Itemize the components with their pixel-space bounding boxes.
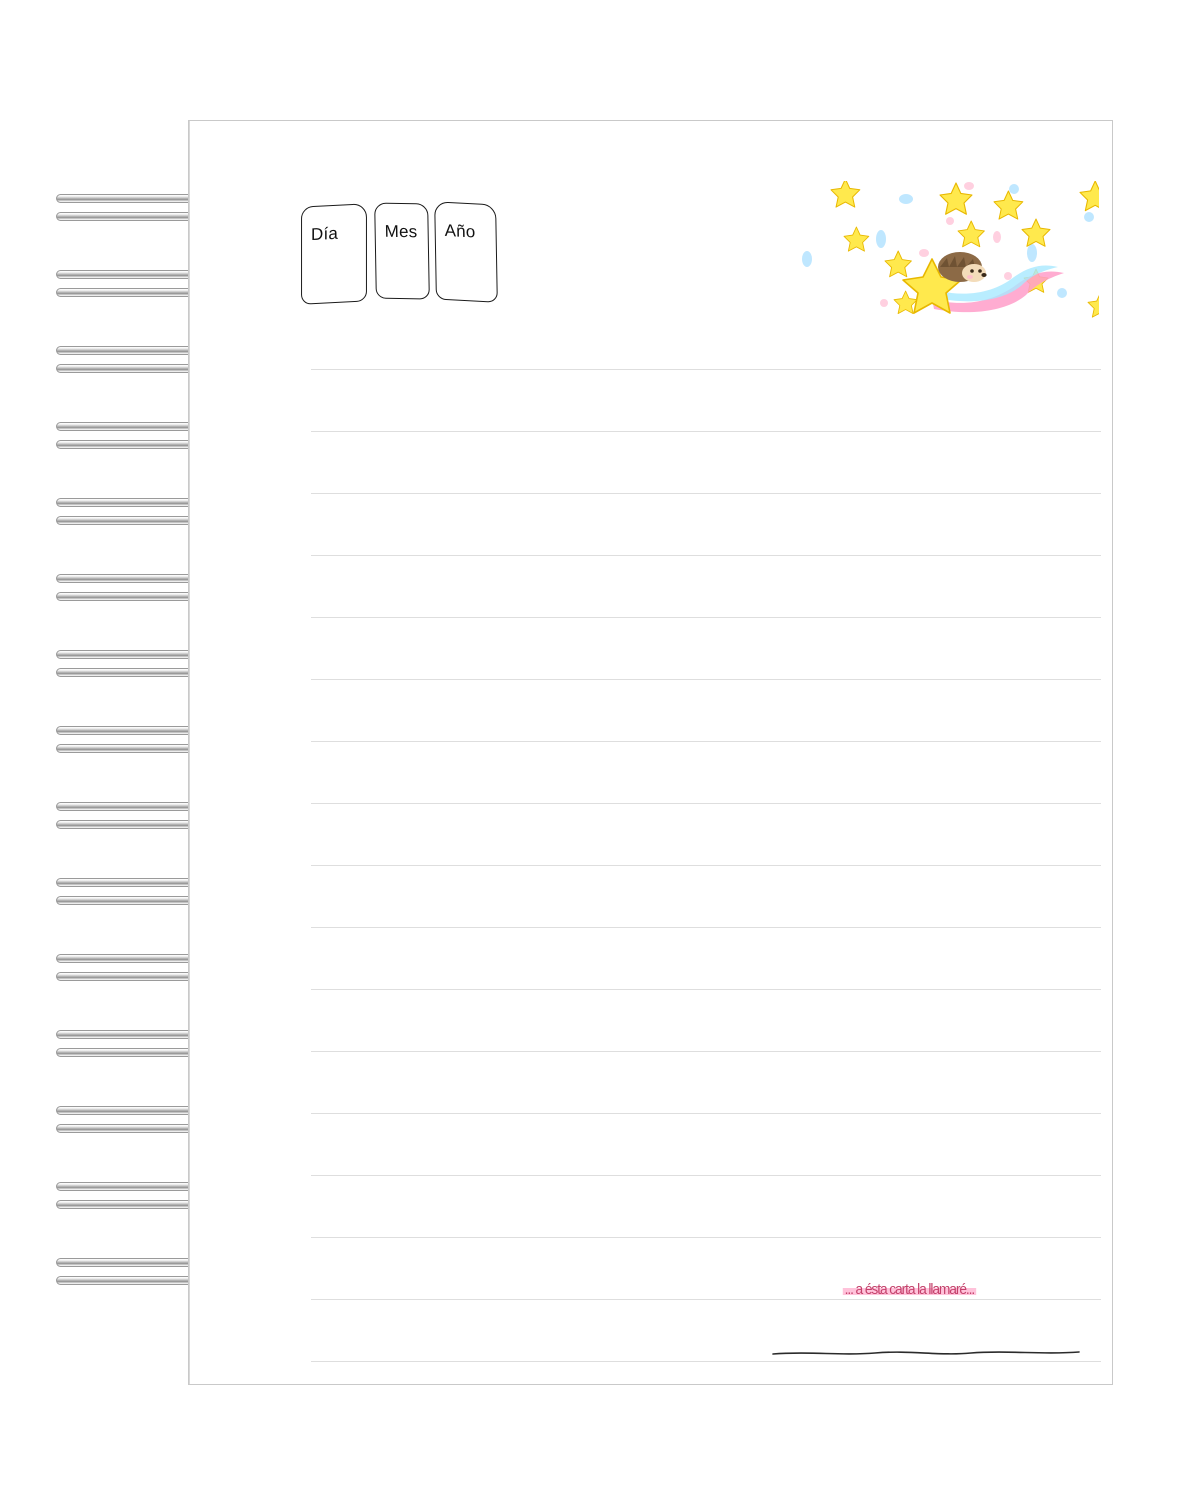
date-field-dia[interactable] bbox=[301, 203, 367, 305]
rule-line bbox=[311, 617, 1101, 618]
rule-line bbox=[311, 1299, 1101, 1300]
hedgehog-star-decoration-icon bbox=[764, 181, 1099, 326]
date-field-group bbox=[301, 201, 521, 311]
date-field-ano-label: Año bbox=[444, 220, 476, 242]
signature-line bbox=[771, 1345, 1081, 1355]
ruled-lines bbox=[311, 369, 1101, 1423]
date-field-dia-label: Día bbox=[311, 223, 339, 245]
rule-line bbox=[311, 865, 1101, 866]
date-field-ano[interactable] bbox=[434, 201, 498, 302]
rule-line bbox=[311, 927, 1101, 928]
rule-line bbox=[311, 989, 1101, 990]
date-field-mes[interactable] bbox=[374, 203, 430, 300]
rule-line bbox=[311, 803, 1101, 804]
rule-line bbox=[311, 431, 1101, 432]
letter-title-caption-text: ... a ésta carta la llamaré... bbox=[844, 1281, 974, 1298]
rule-line bbox=[311, 1175, 1101, 1176]
rule-line bbox=[311, 555, 1101, 556]
letter-title-caption bbox=[749, 1281, 1069, 1299]
rule-line bbox=[311, 741, 1101, 742]
date-field-mes-label: Mes bbox=[384, 221, 418, 242]
rule-line bbox=[311, 1051, 1101, 1052]
rule-line bbox=[311, 679, 1101, 680]
rule-line bbox=[311, 1361, 1101, 1362]
rule-line bbox=[311, 493, 1101, 494]
notebook-page bbox=[188, 120, 1113, 1385]
rule-line bbox=[311, 1113, 1101, 1114]
rule-line bbox=[311, 369, 1101, 370]
rule-line bbox=[311, 1237, 1101, 1238]
margin-line bbox=[189, 121, 190, 1384]
